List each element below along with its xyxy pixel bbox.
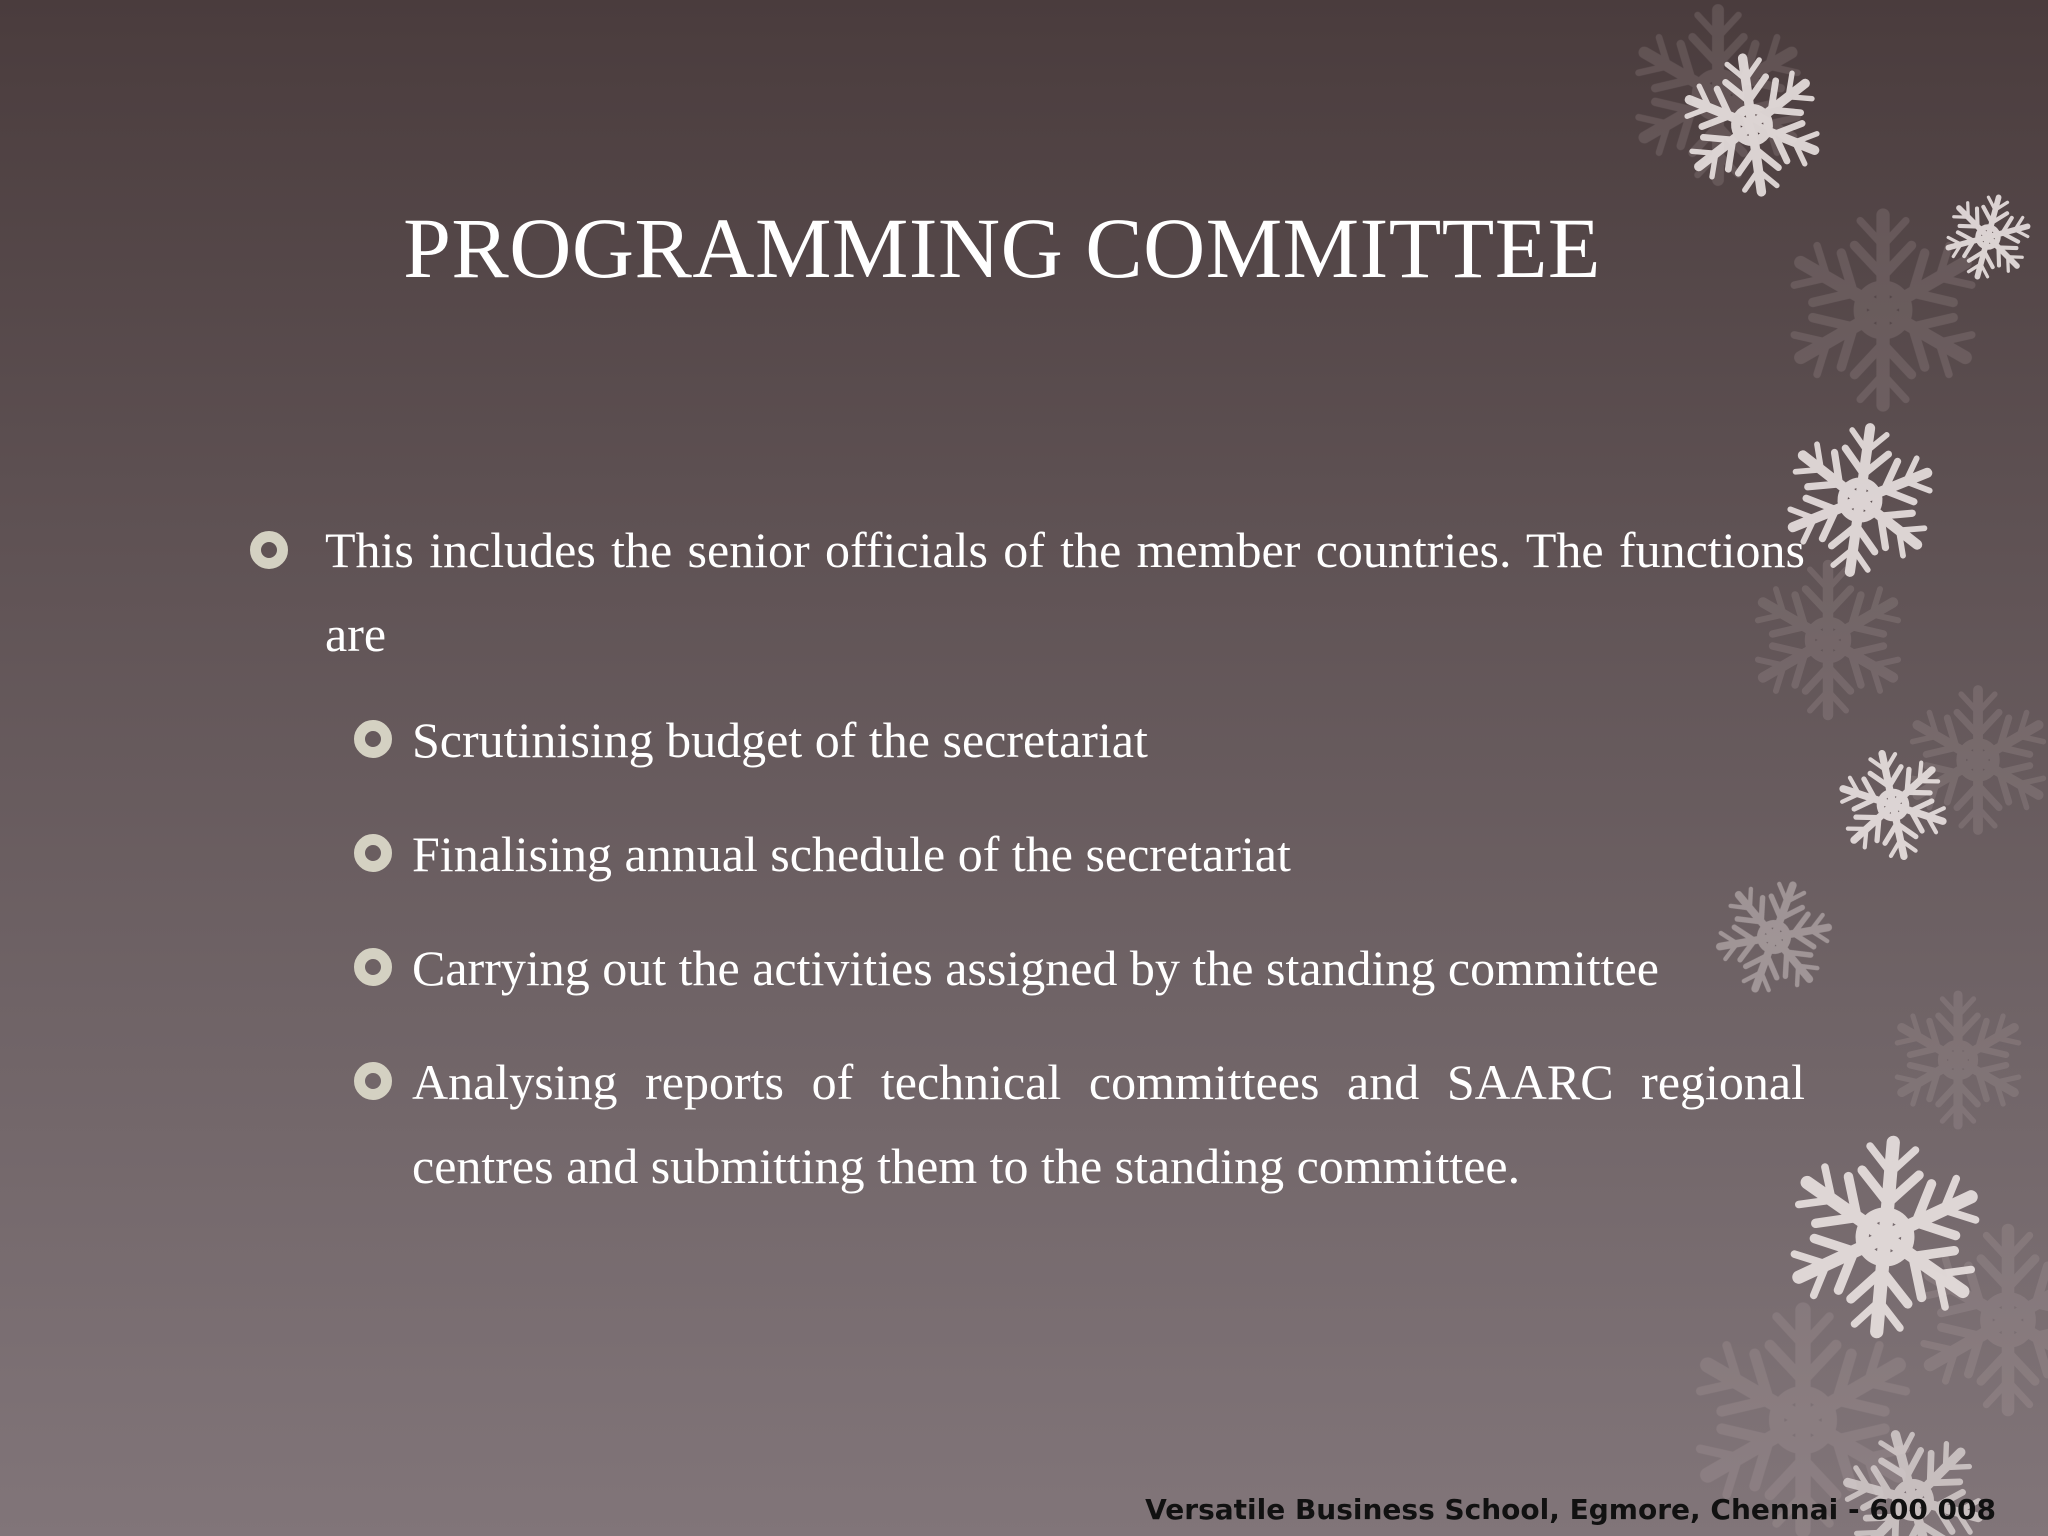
ring-bullet-icon bbox=[354, 948, 392, 986]
ring-bullet-icon bbox=[354, 1062, 392, 1100]
slide-title bbox=[0, 200, 2048, 296]
sub-bullet-activities bbox=[354, 926, 1805, 1010]
footer: Versatile Business School, Egmore, Chennai - 600 008 bbox=[1145, 1493, 1996, 1526]
ring-bullet-icon bbox=[250, 531, 288, 569]
ring-bullet-icon bbox=[354, 720, 392, 758]
ring-bullet-icon bbox=[354, 834, 392, 872]
sub-bullet-budget bbox=[354, 698, 1805, 782]
sub-bullet-text: Scrutinising budget of the secretariat bbox=[412, 712, 1148, 768]
sub-bullet-text: Finalising annual schedule of the secretariat bbox=[412, 826, 1291, 882]
slide-title-text: PROGRAMMING COMMITTEE bbox=[403, 200, 1601, 296]
main-bullet-text: This includes the senior officials of the member countries. The functions are bbox=[325, 522, 1805, 662]
sub-bullet-text: Carrying out the activities assigned by the standing committee bbox=[412, 940, 1659, 996]
sub-bullet-schedule bbox=[354, 812, 1805, 896]
main-bullet bbox=[250, 508, 1805, 676]
slide-content bbox=[250, 508, 1805, 1238]
sub-bullet-text: Analysing reports of technical committees and SAARC regional centres and submitting them to the standing committee. bbox=[412, 1054, 1805, 1194]
sub-bullet-reports bbox=[354, 1040, 1805, 1208]
